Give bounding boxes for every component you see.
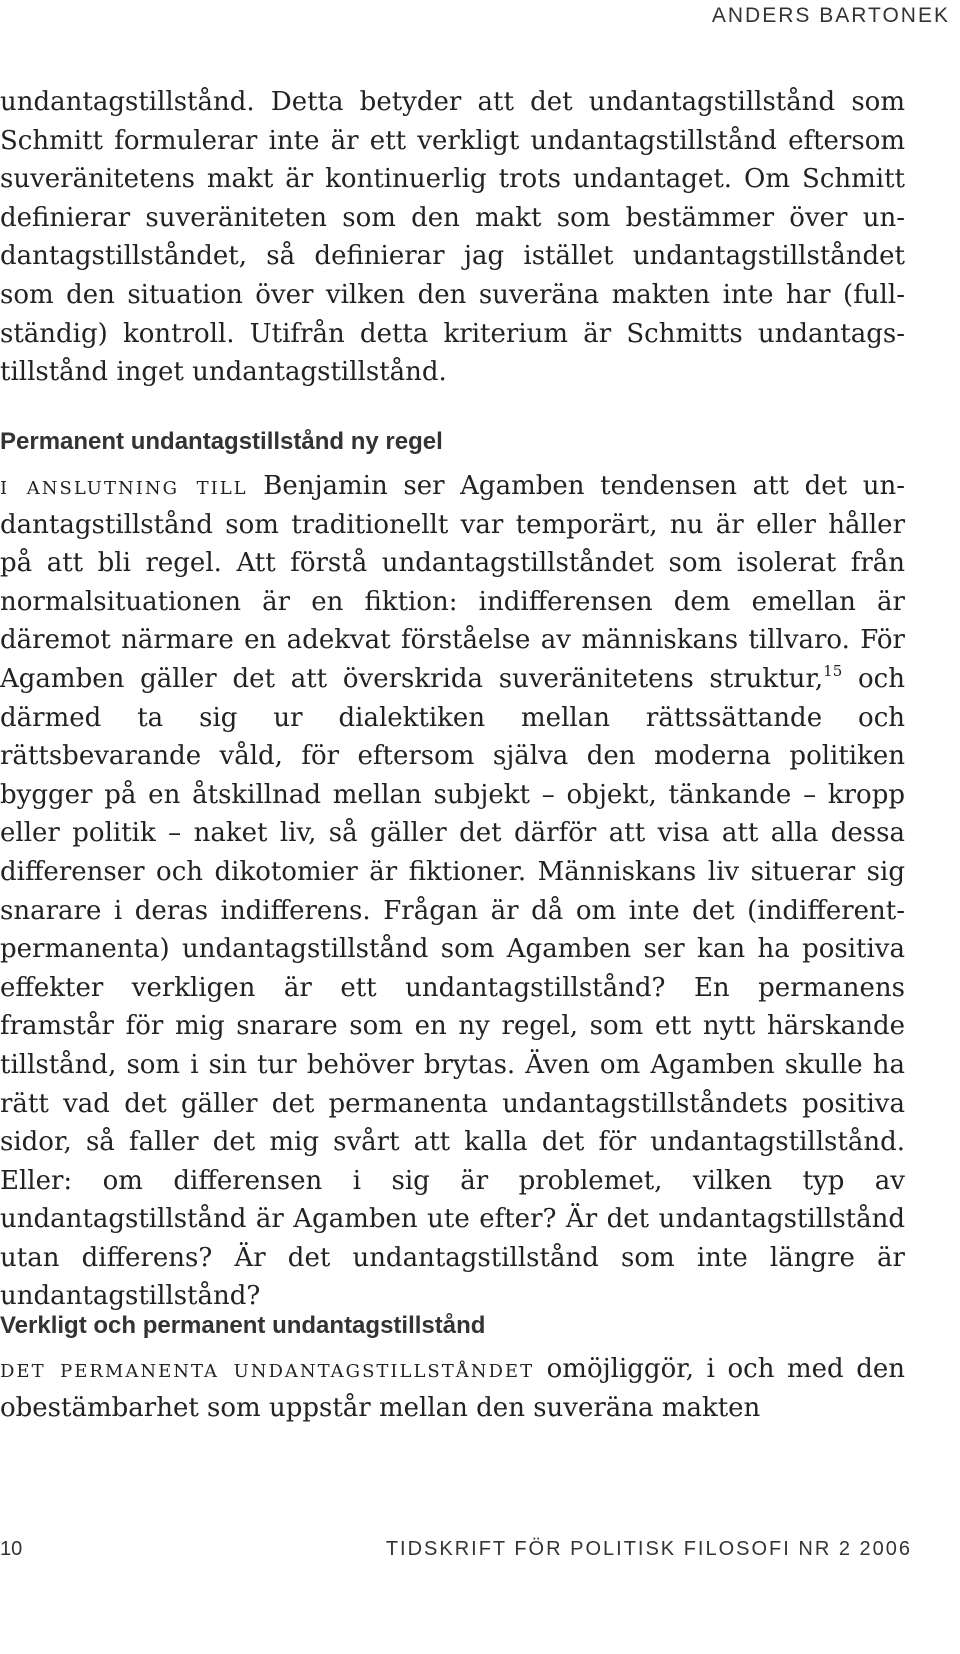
lead-in-smallcaps: i anslutning till [0, 471, 248, 501]
paragraph-verkligt [0, 1350, 905, 1427]
paragraph-text-continued: och därmed ta sig ur dialektiken mellan rättssättande och rättsbevarande våld, för eftersom själva den moderna politiken bygger på en åtskillnad mellan subjekt – objekt, tänkande – kropp eller politik – naket liv, så gäller det därför att visa att alla dessa differenser och dikotomier är fiktioner. Människans liv situerar sig snarare i deras indifferens. Frågan är då om inte det (indifferent-permanenta) undantagstillstånd som Agamben ser kan ha positiva effekter verkligen är ett undantagstillstånd? En permanens framstår för mig snarare som en ny regel, som ett nytt härskande tillstånd, som i sin tur behöver brytas. Även om Agamben skulle ha rätt vad det gäller det permanenta undantagstillståndets positiva sidor, så faller det mig svårt att kalla det för undantagstillstånd. Eller: om differensen i sig är problemet, vilken typ av undantagstillstånd är Agamben ute efter? Är det undantagstillstånd utan differens? Är det undantagstillstånd som inte längre är undantagstillstånd? [0, 663, 905, 1312]
paragraph-intro: undantagstillstånd. Detta betyder att det undantagstillstånd som Schmitt formulerar inte är ett verkligt undantagstillstånd eftersom suveränitetens makt är kontinuerlig trots undantaget. Om Schmitt definierar suveräniteten som den makt som bestämmer över undantagstillståndet, så definierar jag istället undantagstillståndet som den situation över vilken den suveräna makten inte har (fullständig) kontroll. Utifrån detta kriterium är Schmitts undantagstillstånd inget undantagstillstånd. [0, 87, 905, 388]
lead-in-smallcaps: det permanenta undantagstillståndet [0, 1354, 535, 1384]
paragraph-text: Benjamin ser Agamben tendensen att det undantagstillstånd som traditionellt var temporärt, nu är eller håller på att bli regel. Att förstå undantagstillståndet som isolerat från normalsituationen är en fiktion: indifferensen dem emellan är däremot närmare en adekvat förståelse av människans tillvaro. För Agamben gäller det att överskrida suveränitetens struktur, [0, 471, 905, 694]
paragraph-permanent [0, 467, 905, 1316]
running-head: ANDERS BARTONEK [711, 4, 950, 27]
paragraph-text: omöjliggör, i och med den obestämbarhet som uppstår mellan den suveräna makten [0, 1354, 905, 1423]
section-heading-permanent: Permanent undantagstillstånd ny regel [0, 428, 443, 455]
page-number: 10 [0, 1538, 23, 1560]
footnote-reference[interactable]: 15 [823, 661, 843, 680]
section-heading-verkligt: Verkligt och permanent undantagstillstånd [0, 1312, 486, 1339]
journal-title: TIDSKRIFT FÖR POLITISK FILOSOFI NR 2 2006 [385, 1538, 912, 1560]
